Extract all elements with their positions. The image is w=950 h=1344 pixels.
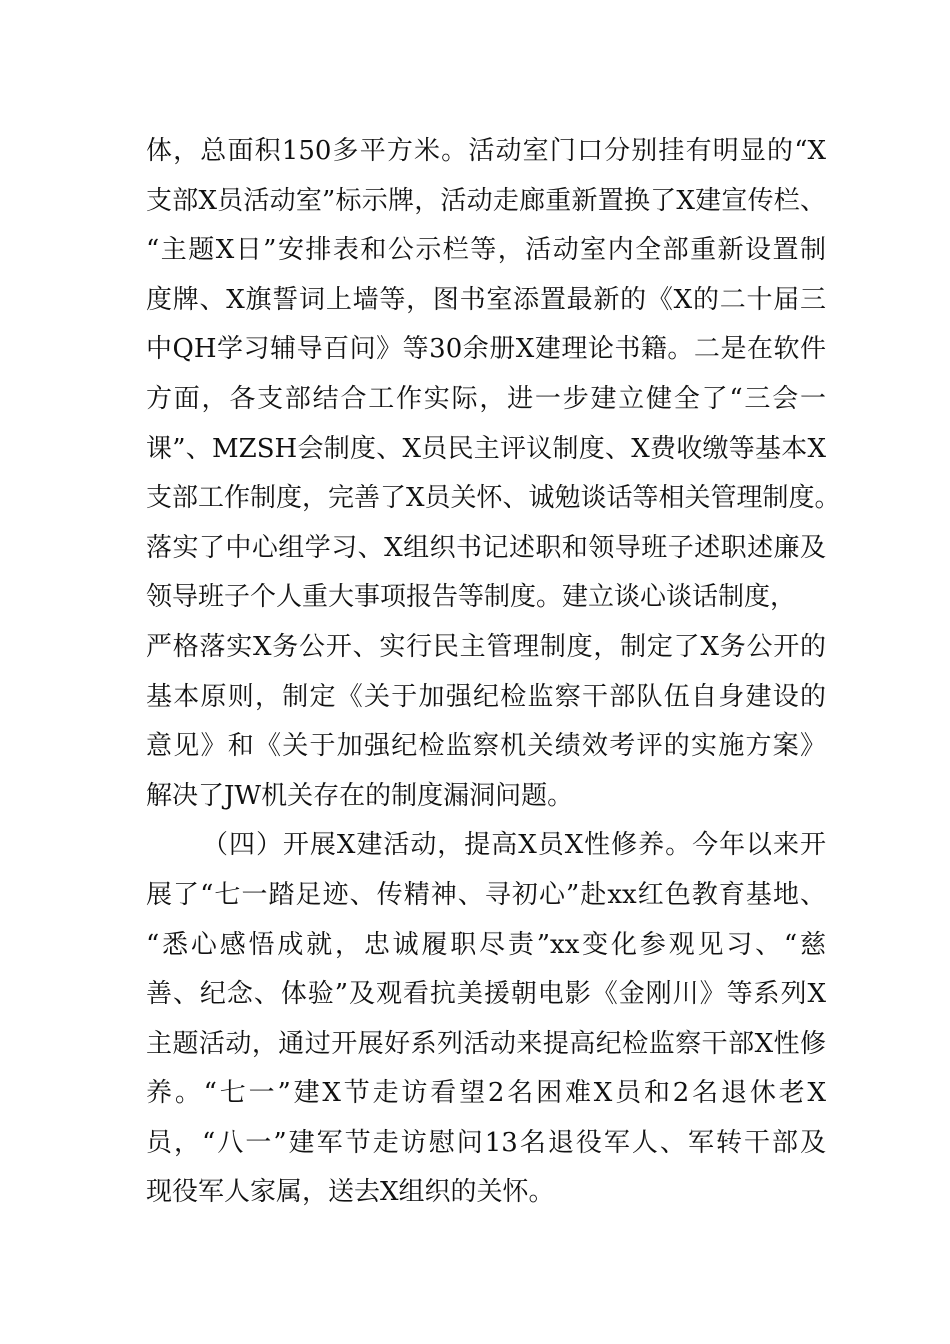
body-text [146, 127, 841, 1218]
paragraph-1-line-7: 课”、MZSH会制度、X员民主评议制度、X费收缴等基本X [146, 433, 826, 464]
paragraph-1-line-4: 度牌、X旗誓词上墙等，图书室添置最新的《X的二十届三 [146, 284, 826, 315]
paragraph-2-line-7: 员，“八一”建军节走访慰问13名退役军人、军转干部及 [146, 1127, 826, 1158]
paragraph-2-line-2: 展了“七一踏足迹、传精神、寻初心”赴xx红色教育基地、 [146, 879, 826, 910]
paragraph-1-line-3: “主题X日”安排表和公示栏等，活动室内全部重新设置制 [146, 235, 826, 266]
paragraph-1-line-12: 基本原则，制定《关于加强纪检监察干部队伍自身建设的 [146, 681, 826, 712]
paragraph-2-line-6: 养。“七一”建X节走访看望2名困难X员和2名退休老X [146, 1078, 826, 1109]
paragraph-1-line-9: 落实了中心组学习、X组织书记述职和领导班子述职述廉及 [146, 532, 826, 563]
paragraph-2-line-4: 善、纪念、体验”及观看抗美援朝电影《金刚川》等系列X [146, 979, 826, 1010]
paragraph-2-line-1: （四）开展X建活动，提高X员X性修养。今年以来开 [202, 830, 826, 861]
paragraph-1-line-8: 支部工作制度，完善了X员关怀、诚勉谈话等相关管理制度。 [146, 483, 841, 514]
paragraph-1-line-13: 意见》和《关于加强纪检监察机关绩效考评的实施方案》 [146, 731, 826, 762]
paragraph-1-line-2: 支部X员活动室”标示牌，活动走廊重新置换了X建宣传栏、 [146, 185, 826, 216]
paragraph-1-line-1: 体，总面积150多平方米。活动室门口分别挂有明显的“X [146, 136, 826, 166]
paragraph-1-line-5: 中QH学习辅导百问》等30余册X建理论书籍。二是在软件 [146, 334, 826, 365]
paragraph-1-line-11: 严格落实X务公开、实行民主管理制度，制定了X务公开的 [146, 631, 826, 662]
paragraph-2-line-5: 主题活动，通过开展好系列活动来提高纪检监察干部X性修 [146, 1028, 826, 1059]
paragraph-1-line-10: 领导班子个人重大事项报告等制度。建立谈心谈话制度， [146, 582, 797, 613]
paragraph-2-line-8: 现役军人家属，送去X组织的关怀。 [146, 1177, 555, 1208]
paragraph-1-line-14: 解决了JW机关存在的制度漏洞问题。 [146, 780, 574, 811]
paragraph-1-line-6: 方面，各支部结合工作实际，进一步建立健全了“三会一 [146, 383, 826, 414]
paragraph-2-line-3: “悉心感悟成就，忠诚履职尽责”xx变化参观见习、“慈 [146, 929, 826, 960]
